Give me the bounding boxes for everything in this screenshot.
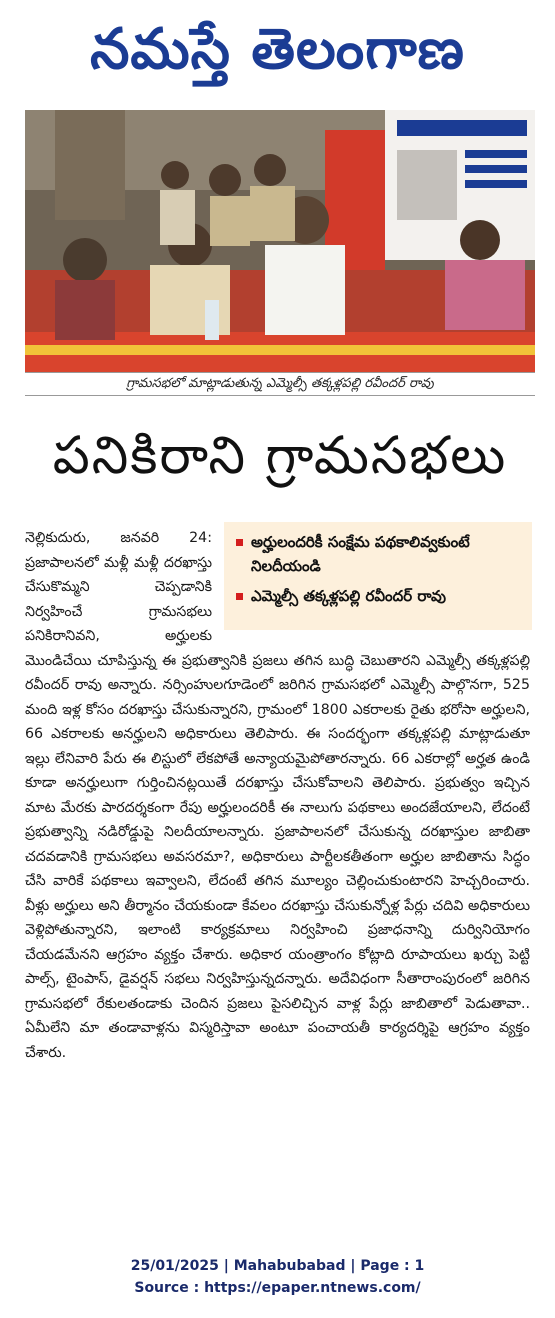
footer-date-edition: 25/01/2025 | Mahabubabad | Page : 1 [130,1258,425,1274]
footer-source: Source : https://epaper.ntnews.com/ [134,1280,421,1296]
masthead [0,4,555,96]
highlight-text: ఎమ్మెల్సీ తక్కళ్లపల్లి రవీందర్ రావు [251,587,446,605]
highlights-box [224,522,532,630]
newspaper-title: నమస్తే తెలంగాణ [90,17,465,82]
meeting-photo-illustration [25,110,535,372]
news-photo [25,110,535,372]
bullet-icon [236,593,243,600]
article-headline: పనికిరాని గ్రామసభలు [52,426,508,486]
bullet-icon [236,539,243,546]
highlight-item [236,584,522,608]
article-body-text: నెల్లికుదురు, జనవరి 24: ప్రజాపాలనలో మళ్లీ మళ్లీ దరఖాస్తు చేసుకొమ్మని చెప్పడానికి నిర్వహించే గ్రామసభలు పనికిరానివని, అర్హులకు మొండిచేయి చూపిస్తున్న ఈ ప్రభుత్వానికి ప్రజలు తగిన బుద్ధి చెబుతారని ఎమ్మెల్సీ తక్కళ్లపల్లి రవీందర్ రావు అన్నారు. నర్సింహులగూడెంలో జరిగిన గ్రామసభలో ఎమ్మెల్సీ పాల్గొనగా, 525 మంది ఇళ్ల కోసం దరఖాస్తు చేసుకున్నారని, గ్రామంలో 1800 ఎకరాలకు రైతు భరోసా అర్హులని, 66 ఎకరాలకు అనర్హులని అధికారులు తెలిపారు. ఈ సందర్భంగా తక్కళ్లపల్లి మాట్లాడుతూ ఇల్లు లేనివారి పేరు ఈ లిస్టులో లేకపోతే అన్యాయమైపోతారన్నారు. 66 ఎకరాల్లో అర్హత ఉండి కూడా అనర్హులుగా గుర్తించినట్లయితే దరఖాస్తు చేసుకోవాలని తెలిపారు. ప్రభుత్వం ఇచ్చిన మాట మేరకు పారదర్శకంగా రేపు అర్హులందరికీ ఈ నాలుగు పథకాలు అందజేయాలని, లేదంటే ప్రభుత్వాన్ని నడిరోడ్డుపై నిలదీయాలన్నారు. ప్రజాపాలనలో చేసుకున్న దరఖాస్తుల జాబితా చదవడానికి గ్రామసభలు అవసరమా?, అధికారులు పార్టీలకతీతంగా అర్హుల జాబితాను సిద్ధం చేసి వారికే పథకాలు ఇవ్వాలని, లేదంటే తగిన మూల్యం చెల్లించుకుంటారని హెచ్చరించారు. వీళ్లు అర్హులు అని తీర్మానం చేయకుండా కేవలం దరఖాస్తు చేసుకున్నోళ్ల పేర్లు చదివి అధికారులు వెళ్లిపోతున్నారని, ఇలాంటి కార్యక్రమాలు నిర్వహించి ప్రజాధనాన్ని దుర్వినియోగం చేయడమేనని ఆగ్రహం వ్యక్తం చేశారు. అధికార యంత్రాంగం కోట్లాది రూపాయలు ఖర్చు పెట్టి పాల్స్, టైంపాస్, డైవర్షన్ సభలు నిర్వహిస్తున్నదన్నారు. అదేవిధంగా సీతారాంపురంలో జరిగిన గ్రామసభలో రేకులతండాకు చెందిన ప్రజలు పైసలిచ్చిన వాళ్ల పేర్లు జాబితాలో పెడుతావా.. ఏమీలేని మా తండావాళ్లను విస్మరిస్తావా అంటూ పంచాయతీ కార్యదర్శిపై ఆగ్రహం వ్యక్తం చేశారు. [25,530,530,1061]
photo-caption: గ్రామసభలో మాట్లాడుతున్న ఎమ్మెల్సీ తక్కళ్లపల్లి రవీందర్ రావు [25,372,535,396]
highlight-text: అర్హులందరికీ సంక్షేమ పథకాలివ్వకుంటే నిలదీయండి [251,533,470,575]
highlight-item [236,530,522,578]
footer [0,1255,555,1299]
